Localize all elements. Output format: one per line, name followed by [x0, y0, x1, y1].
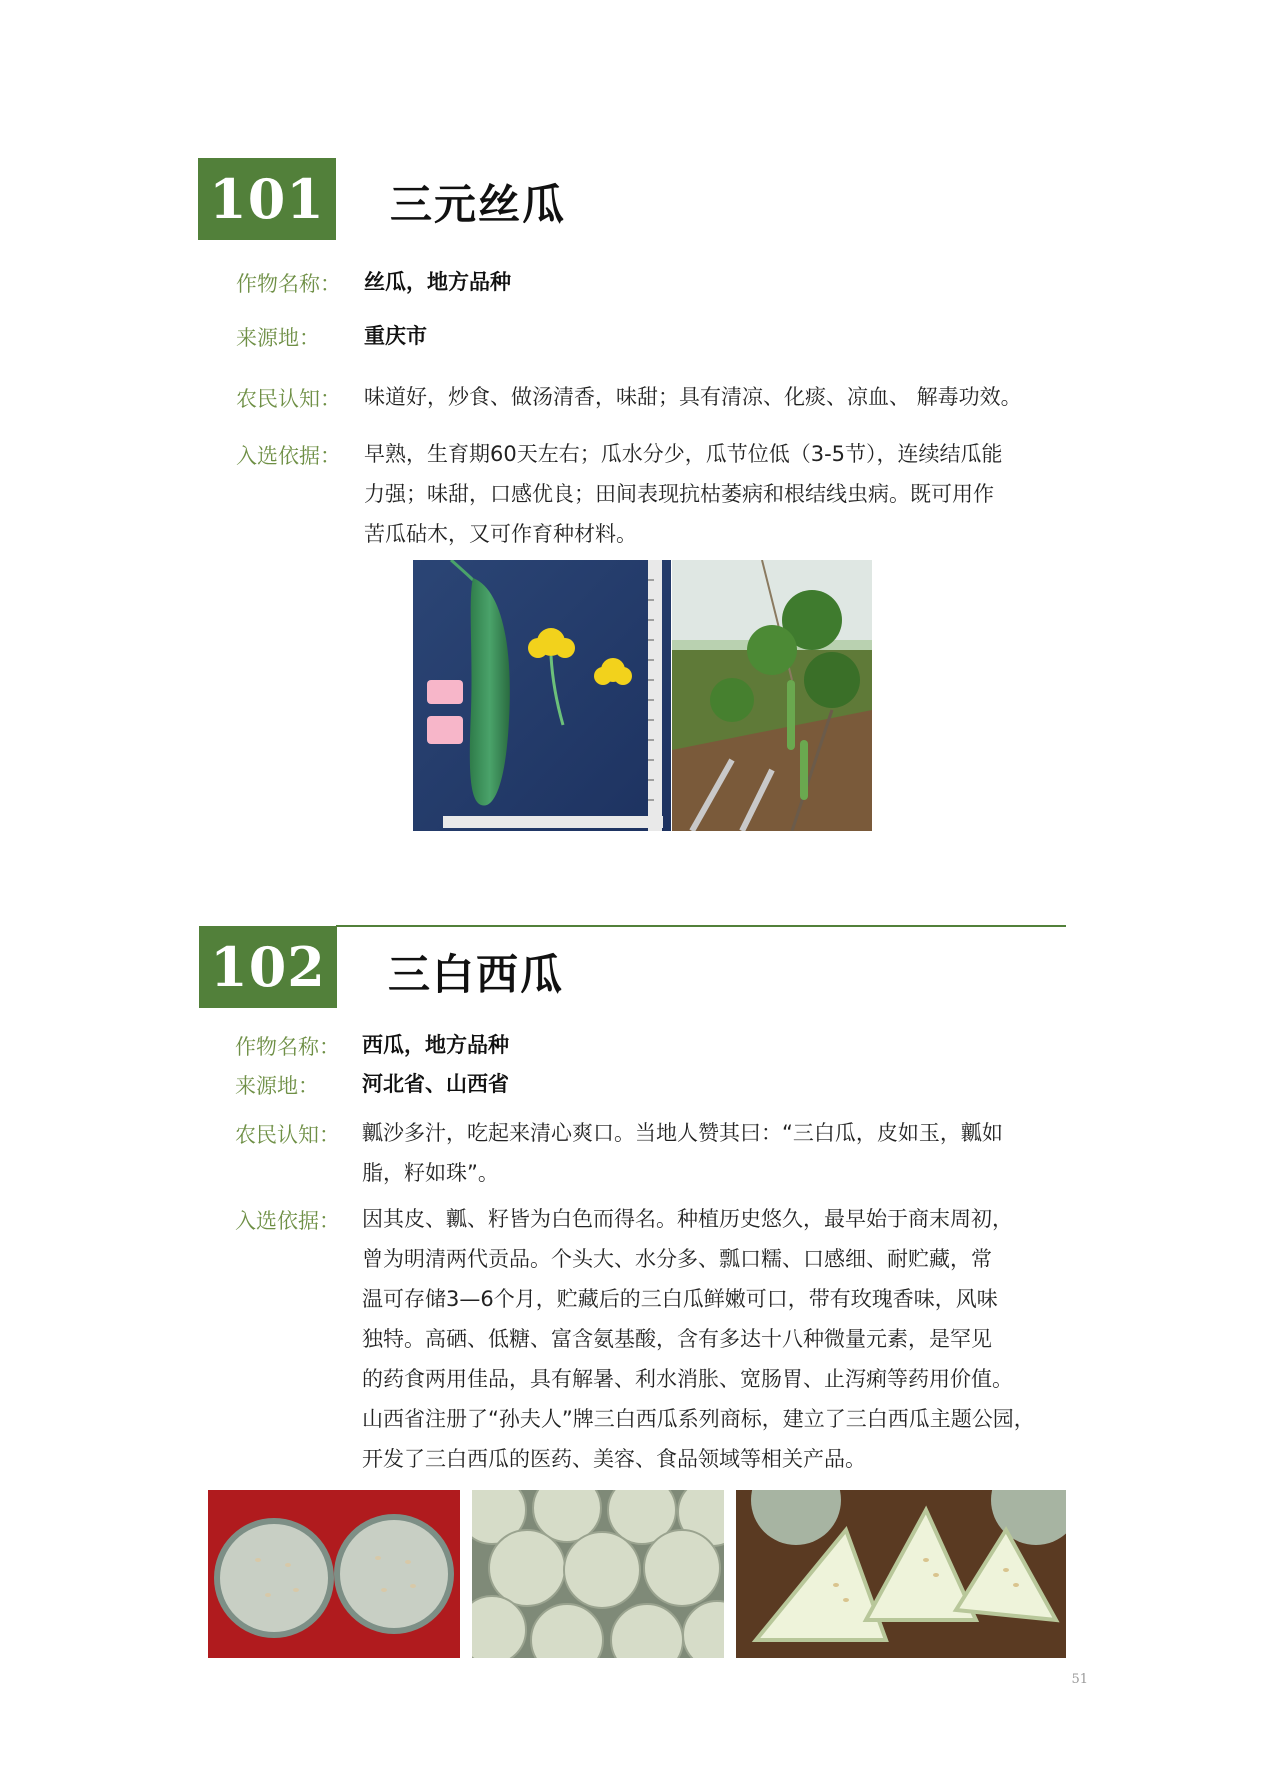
text-line: 因其皮、瓤、籽皆为白色而得名。种植历史悠久，最早始于商末周初， [362, 1207, 1013, 1231]
farmer-knowledge-value: 味道好，炒食、做汤清香，味甜；具有清凉、化痰、凉血、 解毒功效。 [364, 385, 1022, 409]
watermelon-wedges-photo [736, 1490, 1066, 1658]
text-line: 力强；味甜，口感优良；田间表现抗枯萎病和根结线虫病。既可用作 [364, 482, 994, 506]
loofah-specimen-photo [413, 560, 671, 831]
entry-number-badge [199, 926, 337, 1008]
text-line: 的药食两用佳品，具有解暑、利水消胀、宽肠胃、止泻痢等药用价值。 [362, 1367, 1013, 1391]
origin-label: 来源地： [236, 326, 320, 350]
entry-number-badge [198, 158, 336, 240]
text-line: 苦瓜砧木，又可作育种材料。 [364, 522, 637, 546]
selection-basis-label: 入选依据： [235, 1209, 340, 1233]
page-number: 51 [1071, 1672, 1088, 1687]
farmer-knowledge-label: 农民认知： [235, 1123, 340, 1147]
text-line: 开发了三白西瓜的医药、美容、食品领域等相关产品。 [362, 1447, 866, 1471]
text-line: 瓤沙多汁，吃起来清心爽口。当地人赞其曰：“三白瓜，皮如玉，瓤如 [362, 1121, 1003, 1145]
entry-title: 三元丝瓜 [390, 180, 567, 229]
crop-name-label: 作物名称： [236, 272, 341, 296]
selection-basis-value [362, 1199, 1035, 1479]
section-divider [336, 925, 1066, 927]
farmer-knowledge-value [362, 1113, 1003, 1193]
text-line: 曾为明清两代贡品。个头大、水分多、瓢口糯、口感细、耐贮藏，常 [362, 1247, 992, 1271]
origin-value: 河北省、山西省 [362, 1072, 509, 1096]
text-line: 脂，籽如珠”。 [362, 1161, 499, 1185]
selection-basis-value [364, 434, 1003, 554]
text-line: 独特。高硒、低糖、富含氨基酸，含有多达十八种微量元素，是罕见 [362, 1327, 992, 1351]
farmer-knowledge-label: 农民认知： [236, 387, 341, 411]
loofah-field-photo [672, 560, 872, 831]
crop-name-label: 作物名称： [235, 1035, 340, 1059]
watermelon-halves-photo [208, 1490, 460, 1658]
entry-title: 三白西瓜 [388, 950, 565, 999]
whole-melons-photo [472, 1490, 724, 1658]
origin-label: 来源地： [235, 1074, 319, 1098]
text-line: 温可存储3—6个月，贮藏后的三白瓜鲜嫩可口，带有玫瑰香味，风味 [362, 1287, 998, 1311]
text-line: 山西省注册了“孙夫人”牌三白西瓜系列商标，建立了三白西瓜主题公园， [362, 1407, 1035, 1431]
origin-value: 重庆市 [364, 324, 427, 348]
crop-name-value: 西瓜，地方品种 [362, 1033, 509, 1057]
entry-number: 102 [210, 935, 326, 999]
selection-basis-label: 入选依据： [236, 444, 341, 468]
crop-name-value: 丝瓜，地方品种 [364, 270, 511, 294]
text-line: 早熟，生育期60天左右；瓜水分少，瓜节位低（3-5节），连续结瓜能 [364, 442, 1003, 466]
entry-number: 101 [209, 167, 325, 231]
